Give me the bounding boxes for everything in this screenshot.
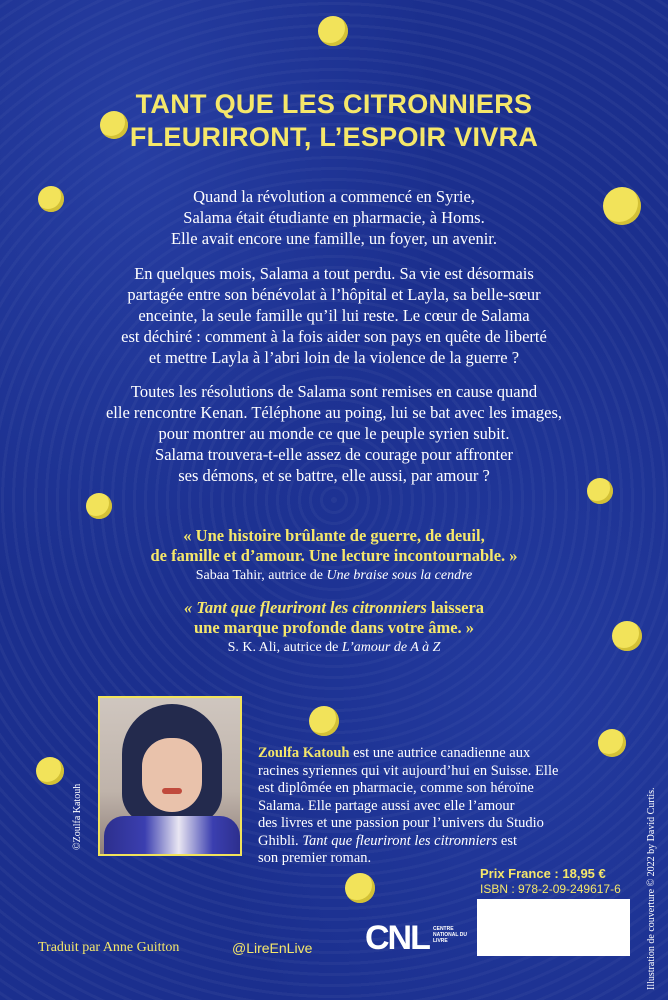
author-bio xyxy=(258,745,588,868)
review-quote-1 xyxy=(70,526,598,586)
translator-credit: Traduit par Anne Guitton xyxy=(38,940,180,955)
synopsis-line: et mettre Layla à l’abri loin de la violence de la guerre ? xyxy=(148,348,520,367)
lemon-decoration xyxy=(36,757,64,785)
synopsis-line: pour montrer au monde ce que le peuple syrien subit. xyxy=(158,424,510,443)
author-name: Zoulfa Katouh xyxy=(258,745,350,761)
bio-line: son premier roman. xyxy=(258,850,372,866)
price-label: Prix France : 18,95 € xyxy=(480,866,606,881)
cnl-logo-subtitle: CENTRE NATIONAL DU LIVRE xyxy=(433,926,467,944)
bio-line: est diplômée en pharmacie, comme son héroïne xyxy=(258,780,534,796)
photo-mouth xyxy=(162,788,182,794)
cover-illustration-credit: Illustration de couverture © 2022 by David Curtis. xyxy=(646,787,657,990)
bio-text: est une autrice canadienne aux xyxy=(349,745,531,761)
bio-text: est xyxy=(497,832,517,849)
tagline-line: FLEURIRONT, L’ESPOIR VIVRA xyxy=(129,122,539,152)
lemon-decoration xyxy=(86,493,112,519)
bio-line: Salama. Elle partage aussi avec elle l’amour xyxy=(258,797,515,814)
quote-attribution xyxy=(70,638,598,658)
synopsis-line: Elle avait encore une famille, un foyer, un avenir. xyxy=(171,229,497,248)
synopsis-line: Salama trouvera-t-elle assez de courage pour affronter xyxy=(155,445,513,464)
lemon-decoration xyxy=(603,187,641,225)
synopsis-line: Quand la révolution a commencé en Syrie, xyxy=(193,187,475,206)
review-quote-2 xyxy=(70,598,598,658)
bio-line: racines syriennes qui vit aujourd’hui en Suisse. Elle xyxy=(258,762,559,779)
lemon-decoration xyxy=(345,873,375,903)
lemon-decoration xyxy=(612,621,642,651)
quote-attribution xyxy=(70,566,598,586)
bio-line xyxy=(258,745,588,763)
synopsis-line: ses démons, et se battre, elle aussi, par amour ? xyxy=(178,466,490,485)
social-handle: @LireEnLive xyxy=(232,940,313,956)
synopsis-line: enceinte, la seule famille qu’il lui reste. Le cœur de Salama xyxy=(138,306,530,325)
photo-credit: ©Zoulfa Katouh xyxy=(72,783,83,850)
lemon-decoration xyxy=(598,729,626,757)
bio-line: des livres et une passion pour l’univers du Studio xyxy=(258,815,544,831)
quote-line: « Une histoire brûlante de guerre, de deuil, xyxy=(183,526,485,545)
cnl-logo xyxy=(365,918,465,958)
quote-text: laissera xyxy=(426,598,485,617)
tagline-title xyxy=(0,88,668,154)
quote-book-title: « Tant que fleuriront les citronniers xyxy=(183,598,427,617)
isbn-label: ISBN : 978-2-09-249617-6 xyxy=(480,882,621,896)
lemon-decoration xyxy=(318,16,348,46)
tagline-line: TANT QUE LES CITRONNIERS xyxy=(135,89,533,119)
synopsis-line: Toutes les résolutions de Salama sont remises en cause quand xyxy=(130,382,538,401)
synopsis-paragraph-1 xyxy=(70,186,598,249)
quote-author: Sabaa Tahir, autrice de xyxy=(195,568,327,583)
lemon-decoration xyxy=(38,186,64,212)
photo-sweater xyxy=(104,816,240,856)
synopsis-line: est déchiré : comment à la fois aider son pays en quête de liberté xyxy=(121,327,547,346)
synopsis-line: elle rencontre Kenan. Téléphone au poing, lui se bat avec les images, xyxy=(105,403,563,422)
quote-line xyxy=(70,598,598,618)
synopsis-paragraph-3 xyxy=(70,381,598,486)
author-photo xyxy=(98,696,242,856)
quote-line: une marque profonde dans votre âme. » xyxy=(193,618,475,637)
photo-face xyxy=(142,738,202,812)
quote-book: Une braise sous la cendre xyxy=(326,568,473,583)
quote-book: L’amour de A à Z xyxy=(341,640,441,655)
bio-line xyxy=(258,833,588,851)
quote-author: S. K. Ali, autrice de xyxy=(227,640,342,655)
lemon-decoration xyxy=(309,706,339,736)
bio-book-title: Tant que fleuriront les citronniers xyxy=(302,832,498,849)
synopsis-line: partagée entre son bénévolat à l’hôpital et Layla, sa belle-sœur xyxy=(127,285,541,304)
synopsis-paragraph-2 xyxy=(70,263,598,368)
synopsis-line: Salama était étudiante en pharmacie, à Homs. xyxy=(183,208,485,227)
quote-line: de famille et d’amour. Une lecture incontournable. » xyxy=(150,546,518,565)
synopsis-line: En quelques mois, Salama a tout perdu. Sa vie est désormais xyxy=(134,264,534,283)
bio-text: Ghibli. xyxy=(258,832,303,849)
barcode-area xyxy=(477,899,630,956)
cnl-logo-text: CNL xyxy=(365,919,429,957)
